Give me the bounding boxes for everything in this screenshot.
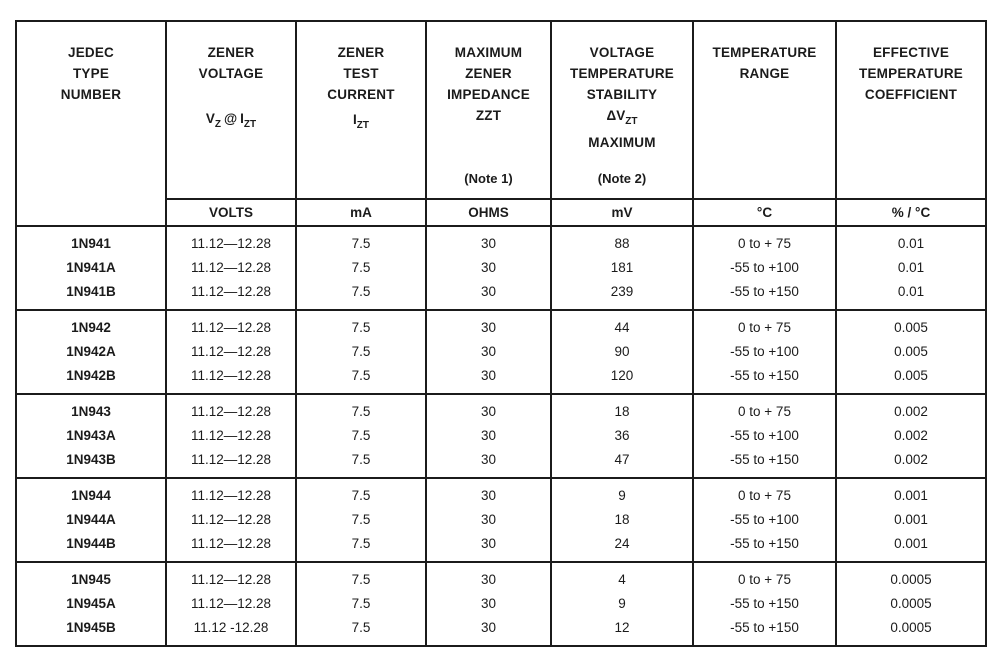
header-line: ZENER [207,45,255,60]
cell-stability: 239 [551,280,693,310]
symbol-subscript: Z [214,119,221,130]
header-line: EFFECTIVE [872,45,950,60]
cell-stability: 36 [551,424,693,448]
header-effective-temperature-coefficient [836,21,986,199]
cell-zener-voltage: 11.12—12.28 [166,478,296,508]
cell-temp-range: 0 to + 75 [693,226,836,256]
unit-mv: mV [551,199,693,226]
unit-ohms: OHMS [426,199,551,226]
table-row [16,562,986,592]
row-group-1n941 [16,226,986,310]
cell-temp-range: 0 to + 75 [693,478,836,508]
cell-coefficient: 0.001 [836,478,986,508]
cell-test-current: 7.5 [296,478,426,508]
cell-zener-voltage: 11.12—12.28 [166,424,296,448]
header-max-zener-impedance [426,21,551,199]
cell-temp-range: 0 to + 75 [693,562,836,592]
cell-zener-voltage: 11.12—12.28 [166,310,296,340]
cell-stability: 18 [551,508,693,532]
cell-coefficient: 0.0005 [836,562,986,592]
table-row [16,364,986,394]
delta-vzt-symbol [552,105,692,132]
cell-stability: 88 [551,226,693,256]
header-line: NUMBER [60,87,122,102]
symbol-part: I [353,112,357,127]
cell-zener-voltage: 11.12—12.28 [166,226,296,256]
header-zener-voltage [166,21,296,199]
header-jedec-type-number [16,21,166,226]
symbol-part: V [205,111,215,126]
header-line: TEST [343,66,379,81]
table-row [16,340,986,364]
cell-test-current: 7.5 [296,424,426,448]
cell-impedance: 30 [426,478,551,508]
header-line: CURRENT [327,87,395,102]
cell-test-current: 7.5 [296,532,426,562]
cell-impedance: 30 [426,394,551,424]
symbol-part: ΔV [606,108,626,123]
cell-test-current: 7.5 [296,226,426,256]
header-line: MAXIMUM [454,45,523,60]
cell-temp-range: -55 to +100 [693,340,836,364]
note-1-reference: (Note 1) [464,171,513,186]
cell-type-number: 1N944A [16,508,166,532]
cell-temp-range: -55 to +100 [693,256,836,280]
table-row [16,394,986,424]
cell-zener-voltage: 11.12—12.28 [166,562,296,592]
row-group-1n945 [16,562,986,646]
cell-impedance: 30 [426,364,551,394]
cell-temp-range: -55 to +150 [693,448,836,478]
header-line: TEMPERATURE [712,45,817,60]
cell-type-number: 1N942 [16,310,166,340]
cell-zener-voltage: 11.12—12.28 [166,394,296,424]
header-line: ZENER [465,66,512,81]
cell-test-current: 7.5 [296,394,426,424]
cell-impedance: 30 [426,424,551,448]
cell-impedance: 30 [426,448,551,478]
cell-impedance: 30 [426,226,551,256]
symbol-subscript: ZT [356,120,369,131]
header-line: IMPEDANCE [447,87,530,102]
cell-temp-range: -55 to +150 [693,280,836,310]
table-row [16,256,986,280]
cell-test-current: 7.5 [296,562,426,592]
cell-coefficient: 0.001 [836,532,986,562]
cell-zener-voltage: 11.12—12.28 [166,364,296,394]
cell-type-number: 1N945B [16,616,166,646]
header-line: STABILITY [586,87,658,102]
cell-coefficient: 0.0005 [836,592,986,616]
header-line: MAXIMUM [588,135,656,150]
cell-type-number: 1N945 [16,562,166,592]
cell-temp-range: -55 to +100 [693,508,836,532]
table-row [16,424,986,448]
cell-type-number: 1N941A [16,256,166,280]
cell-coefficient: 0.01 [836,226,986,256]
cell-coefficient: 0.01 [836,280,986,310]
cell-temp-range: -55 to +150 [693,592,836,616]
header-zener-test-current [296,21,426,199]
cell-coefficient: 0.005 [836,310,986,340]
cell-stability: 181 [551,256,693,280]
cell-stability: 4 [551,562,693,592]
table-row [16,310,986,340]
cell-type-number: 1N941B [16,280,166,310]
cell-type-number: 1N943A [16,424,166,448]
cell-type-number: 1N942B [16,364,166,394]
cell-zener-voltage: 11.12—12.28 [166,280,296,310]
header-line: VOLTAGE [198,66,264,81]
symbol-part: @ [223,111,238,126]
header-line: ZZT [475,108,502,123]
table-header [16,21,986,226]
cell-temp-range: -55 to +150 [693,532,836,562]
cell-temp-range: 0 to + 75 [693,310,836,340]
table-row [16,280,986,310]
cell-type-number: 1N945A [16,592,166,616]
row-group-1n942 [16,310,986,394]
cell-impedance: 30 [426,310,551,340]
cell-temp-range: -55 to +100 [693,424,836,448]
cell-coefficient: 0.005 [836,364,986,394]
cell-impedance: 30 [426,592,551,616]
table-row [16,478,986,508]
cell-type-number: 1N942A [16,340,166,364]
cell-zener-voltage: 11.12 -12.28 [166,616,296,646]
cell-test-current: 7.5 [296,256,426,280]
cell-impedance: 30 [426,256,551,280]
cell-zener-voltage: 11.12—12.28 [166,532,296,562]
cell-zener-voltage: 11.12—12.28 [166,340,296,364]
header-temperature-range [693,21,836,199]
symbol-subscript: ZT [625,116,638,127]
cell-coefficient: 0.0005 [836,616,986,646]
cell-impedance: 30 [426,532,551,562]
cell-temp-range: -55 to +150 [693,616,836,646]
header-line: TEMPERATURE [570,66,674,81]
cell-type-number: 1N944 [16,478,166,508]
cell-coefficient: 0.005 [836,340,986,364]
table-row [16,532,986,562]
cell-temp-range: 0 to + 75 [693,394,836,424]
header-voltage-temperature-stability [551,21,693,199]
cell-test-current: 7.5 [296,310,426,340]
cell-test-current: 7.5 [296,592,426,616]
cell-test-current: 7.5 [296,448,426,478]
zener-spec-table [15,20,987,647]
cell-stability: 9 [551,478,693,508]
note-2-reference: (Note 2) [597,171,647,186]
cell-temp-range: -55 to +150 [693,364,836,394]
cell-stability: 44 [551,310,693,340]
header-line: ZENER [337,45,385,60]
cell-test-current: 7.5 [296,280,426,310]
header-line: TEMPERATURE [859,66,963,81]
unit-celsius: °C [693,199,836,226]
cell-test-current: 7.5 [296,340,426,364]
row-group-1n943 [16,394,986,478]
header-line: RANGE [739,66,790,81]
cell-impedance: 30 [426,508,551,532]
cell-coefficient: 0.01 [836,256,986,280]
cell-impedance: 30 [426,616,551,646]
cell-impedance: 30 [426,340,551,364]
cell-stability: 120 [551,364,693,394]
izt-symbol [297,109,425,136]
cell-test-current: 7.5 [296,508,426,532]
cell-stability: 47 [551,448,693,478]
unit-percent-per-celsius: % / °C [836,199,986,226]
cell-type-number: 1N943B [16,448,166,478]
table-row [16,508,986,532]
cell-stability: 18 [551,394,693,424]
table-row [16,592,986,616]
cell-impedance: 30 [426,280,551,310]
symbol-part: I [240,111,244,126]
row-group-1n944 [16,478,986,562]
cell-zener-voltage: 11.12—12.28 [166,592,296,616]
header-line: VOLTAGE [589,45,655,60]
table-row [16,616,986,646]
cell-stability: 9 [551,592,693,616]
cell-test-current: 7.5 [296,616,426,646]
header-line: JEDEC [67,45,114,60]
table-row [16,448,986,478]
vz-at-izt-symbol [167,108,295,135]
symbol-subscript: ZT [243,119,257,130]
cell-coefficient: 0.002 [836,424,986,448]
header-line: TYPE [72,66,110,81]
unit-ma: mA [296,199,426,226]
cell-coefficient: 0.002 [836,394,986,424]
cell-stability: 24 [551,532,693,562]
unit-volts: VOLTS [166,199,296,226]
table-row [16,226,986,256]
cell-coefficient: 0.002 [836,448,986,478]
header-row [16,21,986,199]
cell-zener-voltage: 11.12—12.28 [166,448,296,478]
cell-stability: 90 [551,340,693,364]
cell-type-number: 1N941 [16,226,166,256]
cell-stability: 12 [551,616,693,646]
cell-type-number: 1N944B [16,532,166,562]
header-line: COEFFICIENT [864,87,958,102]
cell-test-current: 7.5 [296,364,426,394]
cell-zener-voltage: 11.12—12.28 [166,508,296,532]
cell-impedance: 30 [426,562,551,592]
cell-zener-voltage: 11.12—12.28 [166,256,296,280]
cell-type-number: 1N943 [16,394,166,424]
cell-coefficient: 0.001 [836,508,986,532]
